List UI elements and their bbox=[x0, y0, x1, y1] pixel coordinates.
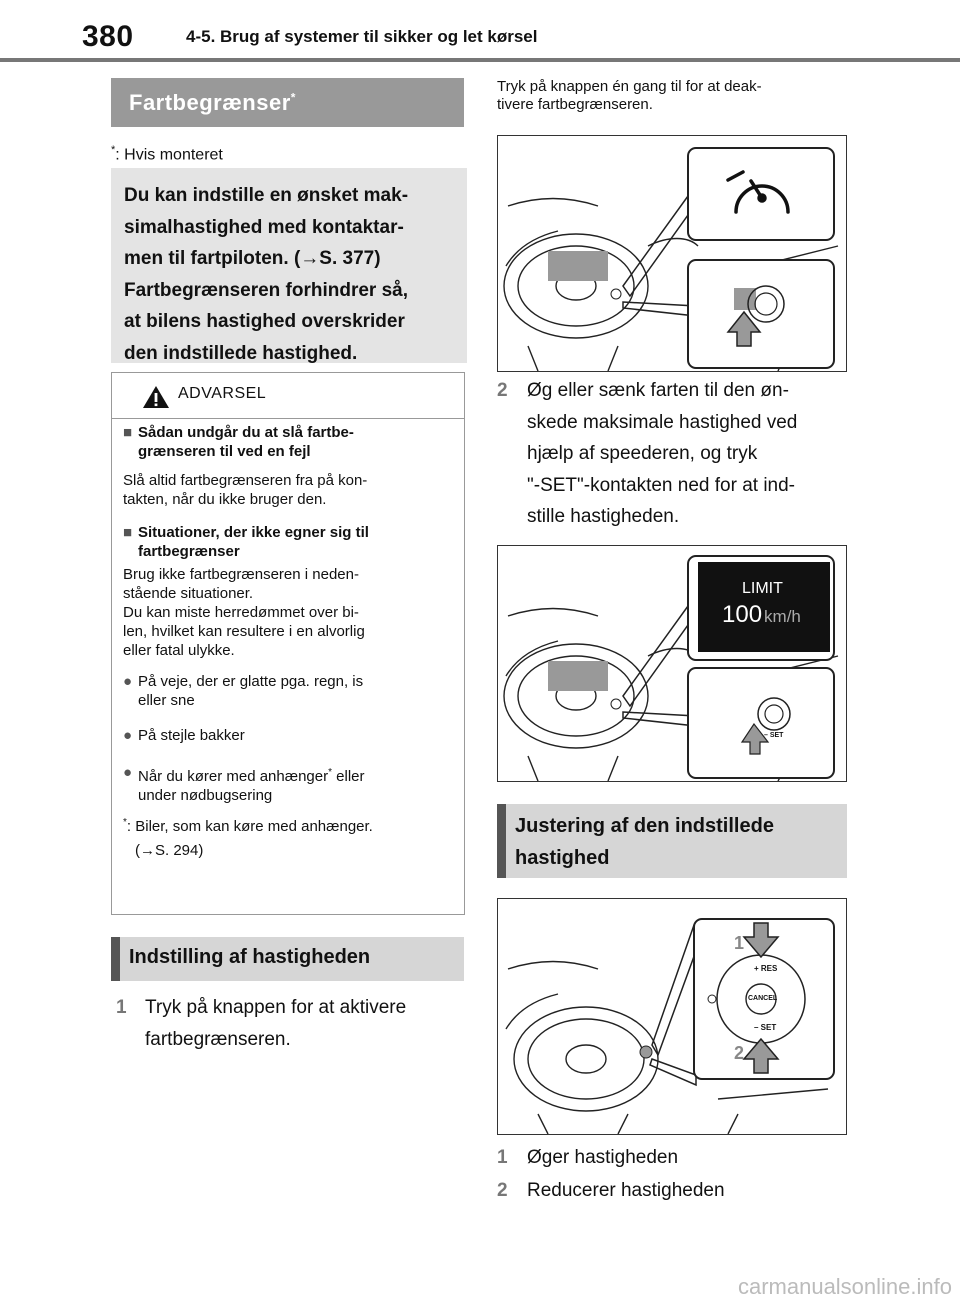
list-item bbox=[497, 1174, 725, 1207]
step-line: skede maksimale hastighed ved bbox=[527, 411, 798, 433]
set-label: – SET bbox=[754, 1023, 777, 1032]
paragraph-line: takten, når du ikke bruger den. bbox=[123, 491, 327, 508]
heading-line: fartbegrænser bbox=[138, 543, 240, 560]
warning-paragraph-2 bbox=[123, 565, 459, 660]
heading-line: grænseren til ved en fejl bbox=[138, 443, 311, 460]
section-heading-indstilling bbox=[111, 937, 464, 981]
bullet-line: eller sne bbox=[138, 692, 195, 709]
bullet-line bbox=[138, 763, 459, 786]
warning-bullet-2 bbox=[123, 726, 459, 745]
section-title-line: Justering af den indstillede bbox=[515, 815, 774, 837]
header-rule bbox=[0, 58, 960, 62]
page-number: 380 bbox=[82, 20, 134, 53]
figure-set-speed bbox=[497, 545, 847, 782]
step-line: hjælp af speederen, og tryk bbox=[527, 443, 758, 464]
set-label: – SET bbox=[764, 732, 784, 739]
callout-2: 2 bbox=[734, 1043, 745, 1063]
bullet-line: under nødbugsering bbox=[138, 787, 273, 804]
paragraph-line: eller fatal ulykke. bbox=[123, 642, 235, 659]
res-label: + RES bbox=[754, 964, 778, 973]
warning-title: ADVARSEL bbox=[178, 385, 267, 402]
step-2 bbox=[497, 375, 847, 533]
bullet-text: eller bbox=[332, 768, 365, 785]
steering-wheel-illustration bbox=[498, 136, 846, 371]
step-number: 1 bbox=[116, 997, 127, 1018]
square-bullet-icon: ■ bbox=[123, 424, 133, 441]
section-title: Indstilling af hastigheden bbox=[129, 946, 371, 968]
callout-1: 1 bbox=[734, 933, 745, 953]
intro-line: den indstillede hastighed. bbox=[124, 342, 358, 364]
bullet-line: På stejle bakker bbox=[138, 727, 245, 744]
steering-wheel-illustration bbox=[498, 899, 846, 1134]
step-number: 2 bbox=[497, 380, 508, 401]
round-bullet-icon: ● bbox=[123, 727, 133, 744]
intro-box bbox=[111, 168, 467, 363]
warning-bullet-3 bbox=[123, 763, 459, 805]
section-title-line: hastighed bbox=[515, 847, 610, 869]
step-line: fartbegrænseren. bbox=[145, 1029, 291, 1050]
figure-limiter-button bbox=[497, 135, 847, 372]
footnote-text: : Hvis monteret bbox=[115, 146, 223, 164]
watermark: carmanualsonline.info bbox=[737, 1274, 952, 1299]
footnote-mark: * bbox=[123, 817, 127, 828]
cancel-label: CANCEL bbox=[748, 995, 778, 1002]
bullet-line: På veje, der er glatte pga. regn, is bbox=[138, 673, 364, 690]
paragraph-line: stående situationer. bbox=[123, 585, 254, 602]
list-item bbox=[497, 1141, 725, 1174]
paragraph-line: Du kan miste herredømmet over bi- bbox=[123, 604, 359, 621]
footnote-mark: * bbox=[111, 144, 116, 156]
heading-line: Situationer, der ikke egner sig til bbox=[138, 524, 369, 541]
intro-line: Du kan indstille en ønsket mak- bbox=[124, 185, 409, 206]
round-bullet-icon: ● bbox=[123, 764, 133, 781]
step-line: stille hastigheden. bbox=[527, 506, 680, 527]
intro-line: simalhastighed med kontaktar- bbox=[124, 216, 404, 238]
warning-paragraph-1 bbox=[123, 471, 459, 509]
bullet-text: Når du kører med anhænger bbox=[138, 768, 329, 785]
square-bullet-icon: ■ bbox=[123, 524, 133, 541]
heading-line: Sådan undgår du at slå fartbe- bbox=[138, 424, 354, 441]
footnote-monteret bbox=[111, 144, 223, 164]
section-heading-fartbegraenser bbox=[111, 78, 464, 127]
step-line: Tryk på knappen for at aktivere bbox=[145, 997, 407, 1018]
list-number: 1 bbox=[497, 1147, 508, 1168]
asterisk: * bbox=[328, 767, 332, 778]
limit-number: 100 bbox=[722, 601, 763, 628]
footnote-text: : Biler, som kan køre med anhænger. bbox=[126, 818, 373, 835]
limit-unit: km/h bbox=[764, 607, 801, 626]
step-line: "-SET"-kontakten ned for at ind- bbox=[527, 474, 796, 496]
asterisk: * bbox=[290, 90, 296, 105]
limit-label: LIMIT bbox=[742, 580, 783, 597]
warning-heading-2 bbox=[123, 523, 459, 561]
text-line: Tryk på knappen én gang til for at deak- bbox=[497, 78, 762, 95]
warning-triangle-icon bbox=[142, 385, 170, 409]
warning-heading-1 bbox=[123, 423, 459, 461]
warning-bullet-1 bbox=[123, 672, 459, 710]
step-line: Øg eller sænk farten til den øn- bbox=[527, 380, 789, 401]
warning-box bbox=[111, 372, 465, 915]
paragraph-line: Brug ikke fartbegrænseren i neden- bbox=[123, 566, 359, 583]
intro-line: men til fartpiloten. (→S. 377) bbox=[124, 248, 381, 269]
deactivate-text bbox=[497, 78, 762, 114]
text-line: tivere fartbegrænseren. bbox=[497, 96, 653, 113]
limit-value bbox=[722, 601, 801, 629]
warning-header bbox=[112, 373, 464, 419]
section-title: Fartbegrænser bbox=[129, 90, 291, 115]
figure-adjust-speed bbox=[497, 898, 847, 1135]
paragraph-line: Slå altid fartbegrænseren fra på kon- bbox=[123, 472, 368, 489]
round-bullet-icon: ● bbox=[123, 673, 133, 690]
list-text: Reducerer hastigheden bbox=[527, 1180, 725, 1201]
section-heading-justering bbox=[497, 804, 847, 878]
paragraph-line: len, hvilket kan resultere i en alvorlig bbox=[123, 623, 365, 640]
steering-wheel-illustration bbox=[498, 546, 846, 781]
chapter-title: 4-5. Brug af systemer til sikker og let kørsel bbox=[186, 27, 538, 46]
step-1 bbox=[111, 992, 471, 1056]
warning-footnote bbox=[123, 811, 459, 863]
intro-line: at bilens hastighed overskrider bbox=[124, 311, 405, 332]
footnote-ref: (→S. 294) bbox=[135, 842, 204, 859]
adjust-list bbox=[497, 1141, 725, 1207]
intro-line: Fartbegrænseren forhindrer så, bbox=[124, 279, 409, 301]
list-text: Øger hastigheden bbox=[527, 1147, 679, 1168]
list-number: 2 bbox=[497, 1180, 508, 1201]
